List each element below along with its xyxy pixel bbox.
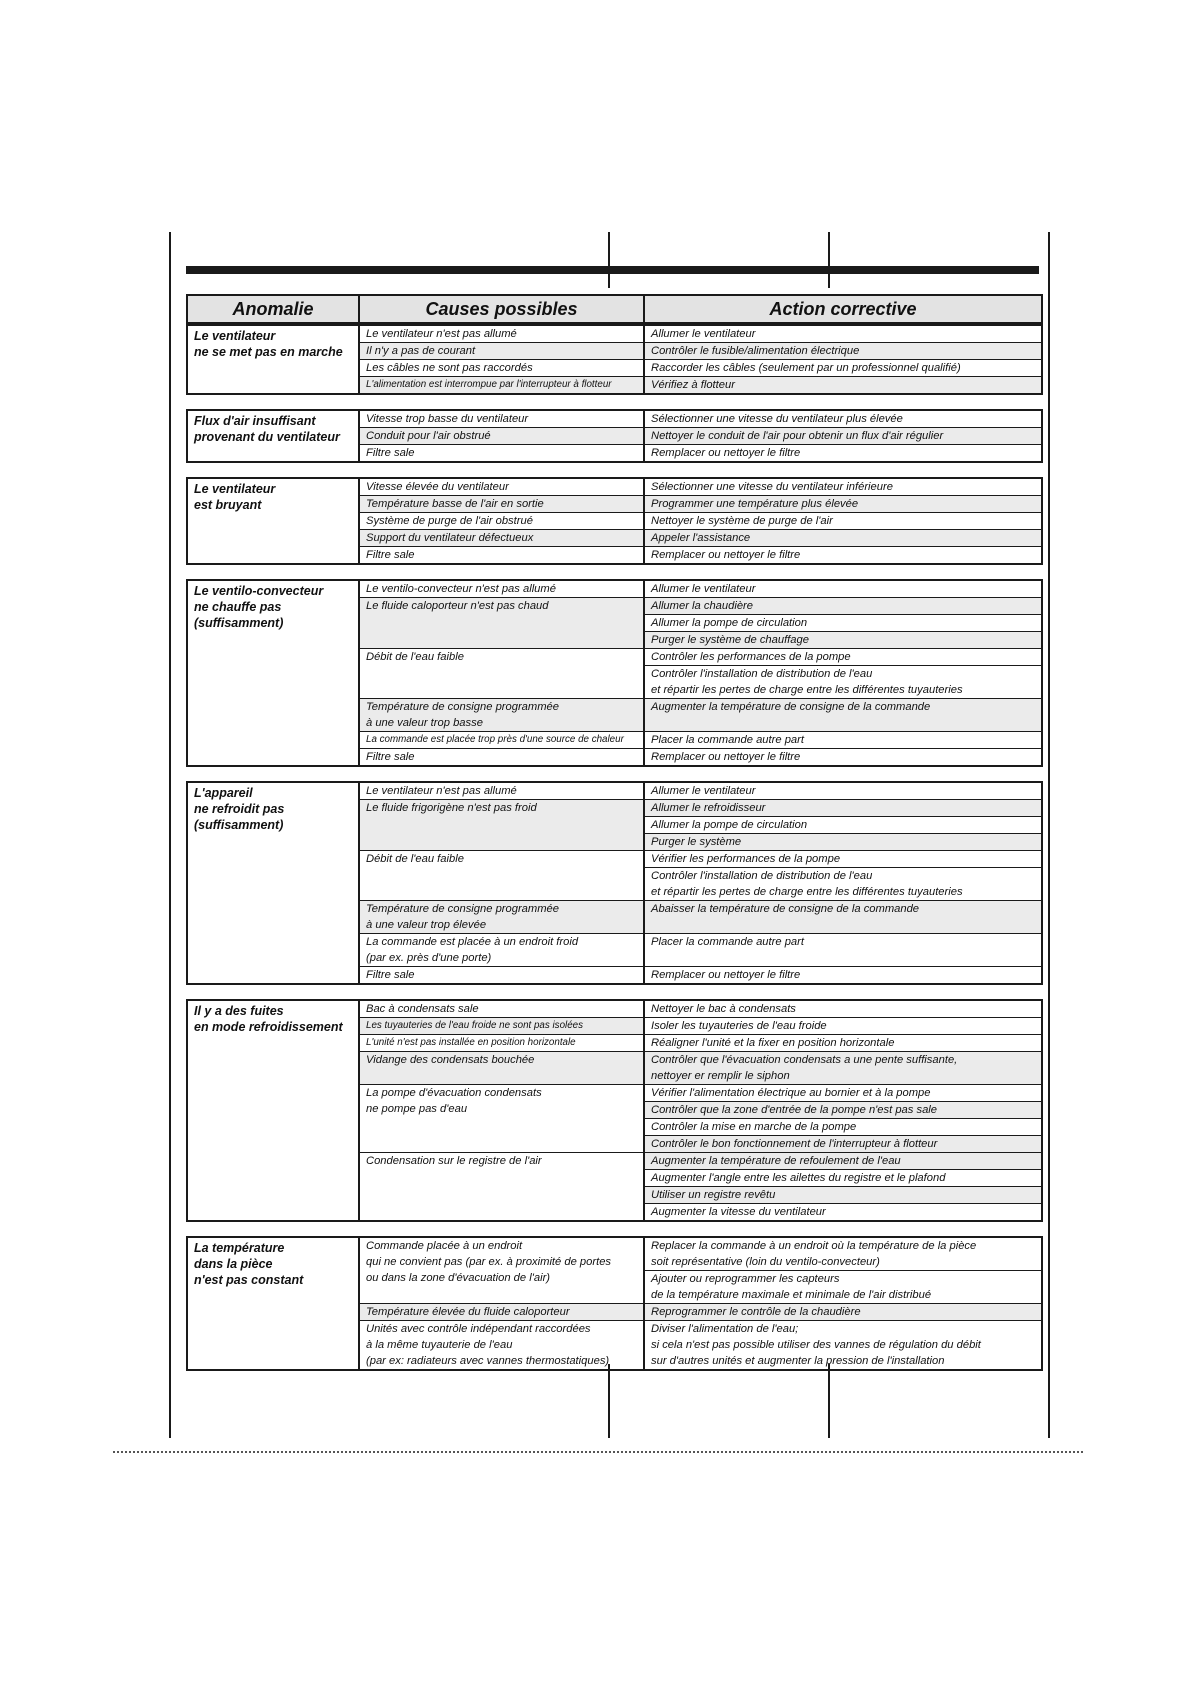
- cause-cell: L'alimentation est interrompue par l'interrupteur à flotteur: [359, 377, 644, 395]
- cause-cell: Filtre sale: [359, 749, 644, 767]
- action-cell: Isoler les tuyauteries de l'eau froide: [644, 1018, 1042, 1035]
- action-cell: Purger le système: [644, 834, 1042, 851]
- cause-cell: L'unité n'est pas installée en position horizontale: [359, 1035, 644, 1052]
- action-cell: Nettoyer le conduit de l'air pour obtenir un flux d'air régulier: [644, 428, 1042, 445]
- action-cell: Programmer une température plus élevée: [644, 496, 1042, 513]
- cause-cell: Le fluide caloporteur n'est pas chaud: [359, 598, 644, 649]
- action-cell: Augmenter la vitesse du ventilateur: [644, 1204, 1042, 1222]
- action-cell: Remplacer ou nettoyer le filtre: [644, 749, 1042, 767]
- action-cell: Augmenter la température de refoulement de l'eau: [644, 1153, 1042, 1170]
- left-border-line: [169, 232, 171, 1438]
- table-header: [186, 294, 1043, 324]
- divider-line-top-2: [828, 232, 830, 288]
- cause-cell: Les tuyauteries de l'eau froide ne sont pas isolées: [359, 1018, 644, 1035]
- anomaly-cell: Il y a des fuites en mode refroidissement: [187, 1000, 359, 1221]
- action-cell: Sélectionner une vitesse du ventilateur plus élevée: [644, 410, 1042, 428]
- right-border-line: [1048, 232, 1050, 1438]
- action-cell: Contrôler la mise en marche de la pompe: [644, 1119, 1042, 1136]
- table-row: [187, 580, 1042, 598]
- action-cell: Reprogrammer le contrôle de la chaudière: [644, 1304, 1042, 1321]
- action-cell: Allumer la pompe de circulation: [644, 615, 1042, 632]
- anomaly-cell: Le ventilateur est bruyant: [187, 478, 359, 564]
- cause-cell: Le ventilateur n'est pas allumé: [359, 325, 644, 343]
- cause-cell: Température de consigne programmée à une valeur trop basse: [359, 699, 644, 732]
- action-cell: Replacer la commande à un endroit où la température de la pièce soit représentative (loin du ventilo-convecteur): [644, 1237, 1042, 1271]
- cause-cell: Vitesse trop basse du ventilateur: [359, 410, 644, 428]
- section-1: [186, 324, 1043, 395]
- action-cell: Allumer le refroidisseur: [644, 800, 1042, 817]
- action-cell: Vérifier les performances de la pompe: [644, 851, 1042, 868]
- anomaly-cell: La température dans la pièce n'est pas constant: [187, 1237, 359, 1370]
- table-row: [187, 782, 1042, 800]
- action-cell: Vérifiez à flotteur: [644, 377, 1042, 395]
- action-cell: Diviser l'alimentation de l'eau; si cela n'est pas possible utiliser des vannes de régulation du débit sur d'autres unités et augmenter la pression de l'installation: [644, 1321, 1042, 1371]
- cause-cell: Système de purge de l'air obstrué: [359, 513, 644, 530]
- cause-cell: Température de consigne programmée à une valeur trop élevée: [359, 901, 644, 934]
- action-cell: Purger le système de chauffage: [644, 632, 1042, 649]
- action-cell: Allumer le ventilateur: [644, 580, 1042, 598]
- cause-cell: Les câbles ne sont pas raccordés: [359, 360, 644, 377]
- cause-cell: Le ventilateur n'est pas allumé: [359, 782, 644, 800]
- cause-cell: Débit de l'eau faible: [359, 851, 644, 901]
- header-rule: [186, 266, 1039, 274]
- divider-line-top-1: [608, 232, 610, 288]
- action-cell: Vérifier l'alimentation électrique au bornier et à la pompe: [644, 1085, 1042, 1102]
- cause-cell: Le ventilo-convecteur n'est pas allumé: [359, 580, 644, 598]
- cause-cell: Commande placée à un endroit qui ne convient pas (par ex. à proximité de portes ou dans la zone d'évacuation de l'air): [359, 1237, 644, 1304]
- action-cell: Contrôler le fusible/alimentation électrique: [644, 343, 1042, 360]
- action-cell: Réaligner l'unité et la fixer en position horizontale: [644, 1035, 1042, 1052]
- cause-cell: Filtre sale: [359, 445, 644, 463]
- cause-cell: La pompe d'évacuation condensats ne pompe pas d'eau: [359, 1085, 644, 1153]
- action-cell: Nettoyer le bac à condensats: [644, 1000, 1042, 1018]
- action-cell: Augmenter la température de consigne de la commande: [644, 699, 1042, 732]
- cause-cell: Filtre sale: [359, 547, 644, 565]
- action-cell: Allumer la chaudière: [644, 598, 1042, 615]
- action-cell: Utiliser un registre revêtu: [644, 1187, 1042, 1204]
- action-cell: Remplacer ou nettoyer le filtre: [644, 547, 1042, 565]
- table-row: [187, 478, 1042, 496]
- cause-cell: Conduit pour l'air obstrué: [359, 428, 644, 445]
- action-cell: Remplacer ou nettoyer le filtre: [644, 445, 1042, 463]
- section-7: [186, 1236, 1043, 1371]
- header-action: Action corrective: [644, 295, 1042, 323]
- action-cell: Contrôler que la zone d'entrée de la pompe n'est pas sale: [644, 1102, 1042, 1119]
- cause-cell: Température basse de l'air en sortie: [359, 496, 644, 513]
- table-row: [187, 1237, 1042, 1271]
- action-cell: Ajouter ou reprogrammer les capteurs de la température maximale et minimale de l'air distribué: [644, 1271, 1042, 1304]
- cause-cell: Vitesse élevée du ventilateur: [359, 478, 644, 496]
- action-cell: Raccorder les câbles (seulement par un professionnel qualifié): [644, 360, 1042, 377]
- anomaly-cell: L'appareil ne refroidit pas (suffisamment): [187, 782, 359, 984]
- section-2: [186, 409, 1043, 463]
- cause-cell: Température élevée du fluide caloporteur: [359, 1304, 644, 1321]
- cause-cell: La commande est placée à un endroit froid (par ex. près d'une porte): [359, 934, 644, 967]
- section-4: [186, 579, 1043, 767]
- table-row: [187, 1000, 1042, 1018]
- action-cell: Nettoyer le système de purge de l'air: [644, 513, 1042, 530]
- cause-cell: Le fluide frigorigène n'est pas froid: [359, 800, 644, 851]
- cause-cell: Débit de l'eau faible: [359, 649, 644, 699]
- table-row: [187, 325, 1042, 343]
- dotted-cut-line: [113, 1451, 1083, 1453]
- cause-cell: Il n'y a pas de courant: [359, 343, 644, 360]
- cause-cell: Filtre sale: [359, 967, 644, 985]
- action-cell: Remplacer ou nettoyer le filtre: [644, 967, 1042, 985]
- action-cell: Allumer le ventilateur: [644, 782, 1042, 800]
- cause-cell: Bac à condensats sale: [359, 1000, 644, 1018]
- cause-cell: Support du ventilateur défectueux: [359, 530, 644, 547]
- section-5: [186, 781, 1043, 985]
- sections-container: [186, 324, 1041, 1371]
- action-cell: Sélectionner une vitesse du ventilateur inférieure: [644, 478, 1042, 496]
- action-cell: Augmenter l'angle entre les ailettes du registre et le plafond: [644, 1170, 1042, 1187]
- action-cell: Contrôler l'installation de distribution de l'eau et répartir les pertes de charge entre les différentes tuyauteries: [644, 868, 1042, 901]
- section-6: [186, 999, 1043, 1222]
- cause-cell: Vidange des condensats bouchée: [359, 1052, 644, 1085]
- cause-cell: La commande est placée trop près d'une source de chaleur: [359, 732, 644, 749]
- action-cell: Abaisser la température de consigne de la commande: [644, 901, 1042, 934]
- cause-cell: Unités avec contrôle indépendant raccordées à la même tuyauterie de l'eau (par ex: radiateurs avec vannes thermostatiques): [359, 1321, 644, 1371]
- troubleshooting-table: [186, 294, 1041, 1385]
- action-cell: Placer la commande autre part: [644, 934, 1042, 967]
- header-anomalie: Anomalie: [187, 295, 359, 323]
- action-cell: Allumer la pompe de circulation: [644, 817, 1042, 834]
- section-3: [186, 477, 1043, 565]
- anomaly-cell: Le ventilo-convecteur ne chauffe pas (suffisamment): [187, 580, 359, 766]
- action-cell: Contrôler que l'évacuation condensats a une pente suffisante, nettoyer er remplir le siphon: [644, 1052, 1042, 1085]
- cause-cell: Condensation sur le registre de l'air: [359, 1153, 644, 1222]
- action-cell: Appeler l'assistance: [644, 530, 1042, 547]
- action-cell: Contrôler le bon fonctionnement de l'interrupteur à flotteur: [644, 1136, 1042, 1153]
- action-cell: Contrôler l'installation de distribution de l'eau et répartir les pertes de charge entre les différentes tuyauteries: [644, 666, 1042, 699]
- action-cell: Contrôler les performances de la pompe: [644, 649, 1042, 666]
- action-cell: Allumer le ventilateur: [644, 325, 1042, 343]
- table-row: [187, 410, 1042, 428]
- anomaly-cell: Flux d'air insuffisant provenant du ventilateur: [187, 410, 359, 462]
- action-cell: Placer la commande autre part: [644, 732, 1042, 749]
- anomaly-cell: Le ventilateur ne se met pas en marche: [187, 325, 359, 394]
- header-causes: Causes possibles: [359, 295, 644, 323]
